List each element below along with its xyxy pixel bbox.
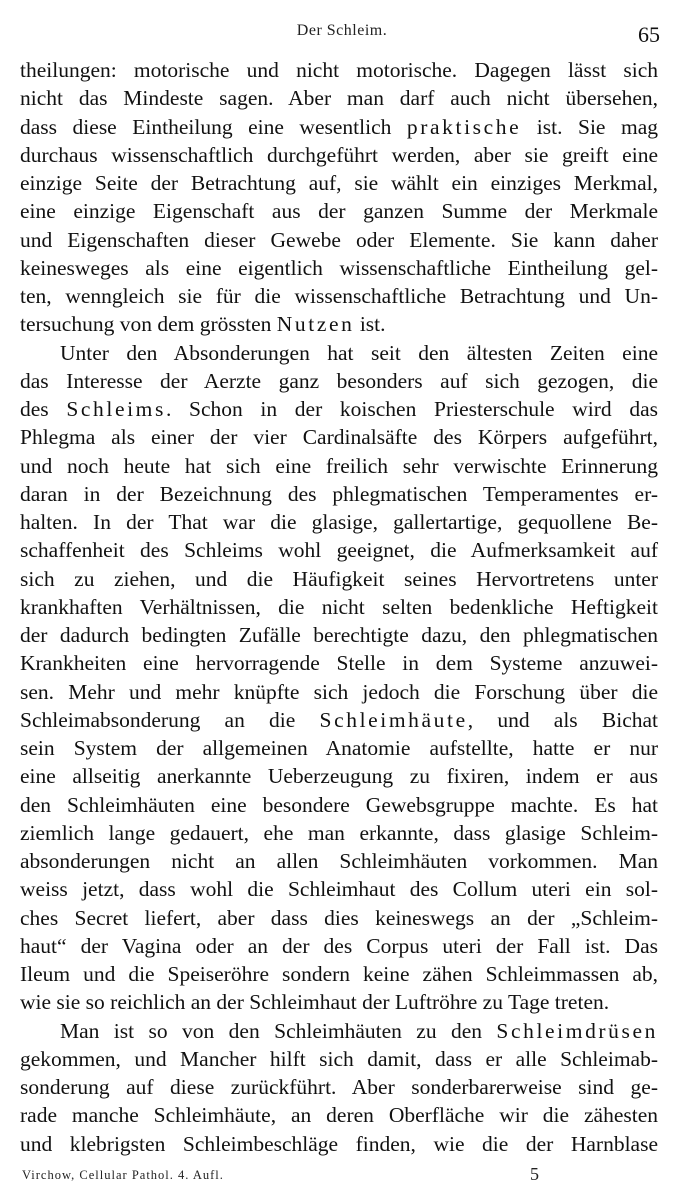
text-line: Schleimabsonderung an die Schleimhäute, und als Bichat	[20, 707, 658, 732]
text-line: dass diese Eintheilung eine wesentlich praktische ist. Sie mag	[20, 114, 658, 139]
text-line: Ileum und die Speiseröhre sondern keine zähen Schleimmassen ab,	[20, 962, 658, 986]
printer-signature: Virchow, Cellular Pathol. 4. Aufl.	[22, 1168, 224, 1182]
text-line: sich zu ziehen, und die Häufigkeit seines Hervortretens unter	[20, 566, 658, 591]
text-line: krankhaften Verhältnissen, die nicht selten bedenkliche Heftigkeit	[20, 594, 658, 619]
text-line: den Schleimhäuten eine besondere Gewebsgruppe machte. Es hat	[20, 792, 658, 817]
text-line: nicht das Mindeste sagen. Aber man darf auch nicht übersehen,	[20, 86, 658, 111]
text-line: daran in der Bezeichnung des phlegmatischen Temperamentes er-	[20, 481, 658, 506]
text-line: tersuchung von dem grössten Nutzen ist.	[20, 312, 386, 337]
text-line: der dadurch bedingten Zufälle berechtigte dazu, den phlegmatischen	[20, 623, 658, 647]
text-line: weiss jetzt, dass wohl die Schleimhaut des Collum uteri ein sol-	[20, 877, 658, 902]
text-line: Krankheiten eine hervorragende Stelle in dem Systeme anzuwei-	[20, 651, 658, 676]
text-line: absonderungen nicht an allen Schleimhäuten vorkommen. Man	[20, 849, 658, 873]
text-line: und Eigenschaften dieser Gewebe oder Elemente. Sie kann daher	[20, 227, 658, 252]
text-line: theilungen: motorische und nicht motorische. Dagegen lässt sich	[20, 58, 658, 82]
text-line: halten. In der That war die glasige, gallertartige, gequollene Be-	[20, 510, 658, 534]
body-text	[20, 56, 658, 1158]
emphasized-word: Schleims	[66, 397, 166, 421]
page-number: 65	[638, 22, 660, 47]
page-header	[22, 12, 662, 48]
text-line: und noch heute hat sich eine freilich sehr verwischte Erinnerung	[20, 453, 658, 478]
text-line: durchaus wissenschaftlich durchgeführt werden, aber sie greift eine	[20, 142, 658, 167]
text-line: des Schleims. Schon in der koischen Priesterschule wird das	[20, 397, 658, 421]
text-line: schaffenheit des Schleims wohl geeignet, die Aufmerksamkeit auf	[20, 538, 658, 563]
signature-mark: 5	[530, 1164, 539, 1184]
paragraph-start-line: Man ist so von den Schleimhäuten zu den Schleimdrüsen	[60, 1018, 658, 1043]
text-line: eine einzige Eigenschaft aus der ganzen Summe der Merkmale	[20, 199, 658, 224]
emphasized-word: Schleimdrüsen	[496, 1018, 658, 1043]
text-line: sein System der allgemeinen Anatomie aufstellte, hatte er nur	[20, 736, 658, 760]
text-line: rade manche Schleimhäute, an deren Oberfläche wir die zähesten	[20, 1103, 658, 1128]
text-line: das Interesse der Aerzte ganz besonders auf sich gezogen, die	[20, 368, 658, 393]
paragraph-start-line: Unter den Absonderungen hat seit den ältesten Zeiten eine	[60, 340, 658, 365]
emphasized-word: Schleimhäute	[319, 707, 468, 732]
text-line: eine allseitig anerkannte Ueberzeugung zu fixiren, indem er aus	[20, 764, 658, 789]
page-footer	[22, 1164, 662, 1192]
emphasized-word: praktische	[406, 114, 522, 139]
text-line: Phlegma als einer der vier Cardinalsäfte des Körpers aufgeführt,	[20, 425, 658, 450]
text-line: wie sie so reichlich an der Schleimhaut der Luftröhre zu Tage treten.	[20, 990, 610, 1015]
emphasized-word: Nutzen	[276, 312, 355, 337]
text-line: ziemlich lange gedauert, ehe man erkannte, dass glasige Schleim-	[20, 820, 658, 845]
text-line: und klebrigsten Schleimbeschläge finden, wie die der Harnblase	[20, 1131, 658, 1156]
running-title: Der Schleim.	[296, 22, 388, 39]
text-line: keinesweges als eine eigentlich wissenschaftliche Eintheilung gel-	[20, 255, 658, 280]
text-line: einzige Seite der Betrachtung auf, sie wählt ein einziges Merkmal,	[20, 171, 658, 195]
text-line: ten, wenngleich sie für die wissenschaftliche Betrachtung und Un-	[20, 284, 658, 308]
text-line: gekommen, und Mancher hilft sich damit, dass er alle Schleimab-	[20, 1046, 658, 1071]
text-line: sonderung auf diese zurückführt. Aber sonderbarerweise sind ge-	[20, 1075, 658, 1099]
text-line: haut“ der Vagina oder an der des Corpus uteri der Fall ist. Das	[20, 933, 658, 958]
text-line: sen. Mehr und mehr knüpfte sich jedoch die Forschung über die	[20, 679, 658, 704]
text-line: ches Secret liefert, aber dass dies keineswegs an der „Schleim-	[20, 905, 658, 930]
